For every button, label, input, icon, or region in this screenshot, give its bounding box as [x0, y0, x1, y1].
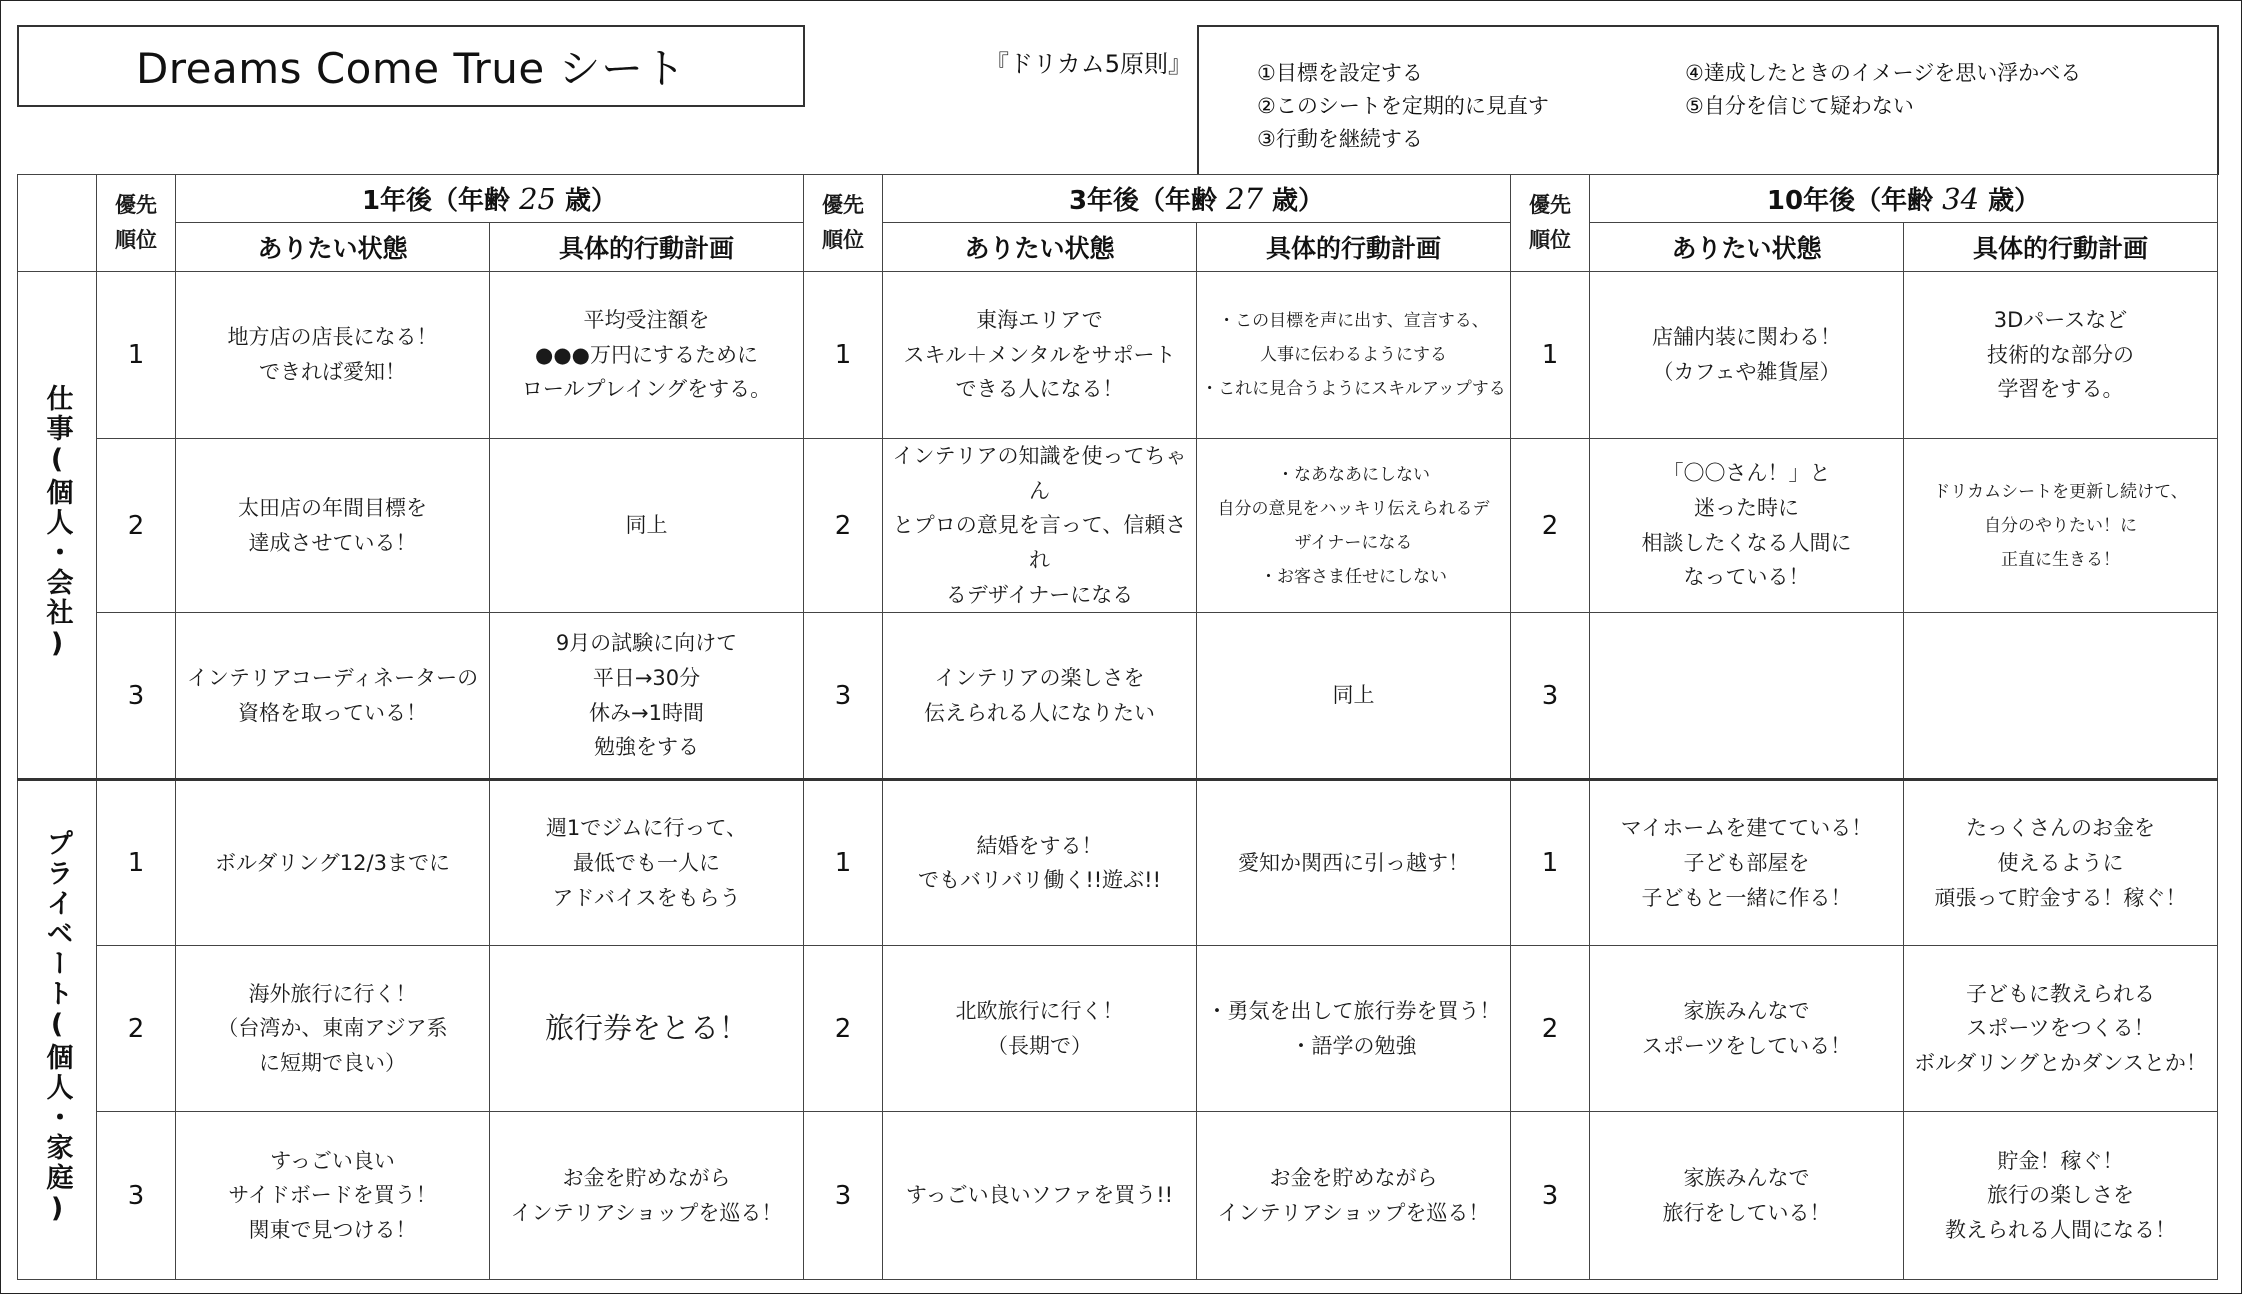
priority-cell: 3 — [804, 613, 883, 780]
y3-plan-cell: ・なあなあにしない 自分の意見をハッキリ伝えられるデ ザイナーになる ・お客さま任せにしない — [1197, 439, 1511, 613]
priority-cell: 1 — [1511, 780, 1590, 946]
y3-state-cell: すっごい良いソファを買う!! — [883, 1112, 1197, 1280]
priority-cell: 1 — [804, 272, 883, 439]
y10-plan-cell: たっくさんのお金を 使えるように 頑張って貯金する！稼ぐ！ — [1904, 780, 2218, 946]
priority-cell: 1 — [97, 272, 176, 439]
priority-header-1y: 優先 順位 — [97, 175, 176, 272]
table-row — [18, 1112, 2218, 1280]
period-header-3y: 3年後（年齢 27 歳） — [883, 175, 1511, 223]
header-row-sub — [18, 223, 2218, 272]
dream-sheet-table — [17, 174, 2218, 1280]
category-header-blank — [18, 175, 97, 272]
y3-plan-cell: ・この目標を声に出す、宣言する、 人事に伝わるようにする ・これに見合うようにスキルアップする — [1197, 272, 1511, 439]
principle-2: ②このシートを定期的に見直す — [1257, 94, 1549, 118]
priority-cell: 1 — [1511, 272, 1590, 439]
period-header-1y: 1年後（年齢 25 歳） — [176, 175, 804, 223]
priority-cell: 2 — [97, 439, 176, 613]
y3-plan-cell: ・勇気を出して旅行券を買う！ ・語学の勉強 — [1197, 946, 1511, 1112]
priority-cell: 2 — [1511, 439, 1590, 613]
category-private: プライベート(個人・家庭) — [18, 780, 97, 1280]
y10-state-cell: 店舗内装に関わる！ （カフェや雑貨屋） — [1590, 272, 1904, 439]
principle-5: ⑤自分を信じて疑わない — [1685, 94, 1914, 118]
y3-plan-cell: お金を貯めながら インテリアショップを巡る！ — [1197, 1112, 1511, 1280]
priority-cell: 2 — [97, 946, 176, 1112]
priority-cell: 3 — [1511, 613, 1590, 780]
principles-label: 『ドリカム5原則』 — [985, 50, 1193, 78]
y10-state-cell — [1590, 613, 1904, 780]
y3-state-cell: インテリアの知識を使ってちゃん とプロの意見を言って、信頼され るデザイナーになる — [883, 439, 1197, 613]
state-header-1y: ありたい状態 — [176, 223, 490, 272]
priority-cell: 1 — [804, 780, 883, 946]
y1-plan-cell: 同上 — [490, 439, 804, 613]
y3-state-cell: 東海エリアで スキル＋メンタルをサポート できる人になる！ — [883, 272, 1197, 439]
priority-header-3y: 優先 順位 — [804, 175, 883, 272]
table-row — [18, 613, 2218, 780]
priority-cell: 3 — [97, 613, 176, 780]
principle-3: ③行動を継続する — [1257, 127, 1423, 151]
table-row — [18, 272, 2218, 439]
y3-plan-cell: 同上 — [1197, 613, 1511, 780]
y3-state-cell: 結婚をする！ でもバリバリ働く!!遊ぶ!! — [883, 780, 1197, 946]
priority-cell: 3 — [804, 1112, 883, 1280]
principles-box — [1197, 25, 2219, 175]
priority-header-10y: 優先 順位 — [1511, 175, 1590, 272]
period-header-10y: 10年後（年齢 34 歳） — [1590, 175, 2218, 223]
priority-cell: 3 — [1511, 1112, 1590, 1280]
y1-plan-cell: 9月の試験に向けて 平日→30分 休み→1時間 勉強をする — [490, 613, 804, 780]
y1-state-cell: インテリアコーディネーターの 資格を取っている！ — [176, 613, 490, 780]
age-1y: 25 — [519, 182, 556, 216]
y1-state-cell: 地方店の店長になる！ できれば愛知！ — [176, 272, 490, 439]
y3-state-cell: インテリアの楽しさを 伝えられる人になりたい — [883, 613, 1197, 780]
y1-state-cell: 太田店の年間目標を 達成させている！ — [176, 439, 490, 613]
y10-state-cell: マイホームを建てている！ 子ども部屋を 子どもと一緒に作る！ — [1590, 780, 1904, 946]
y10-plan-cell: 3Dパースなど 技術的な部分の 学習をする。 — [1904, 272, 2218, 439]
table-row — [18, 780, 2218, 946]
priority-cell: 3 — [97, 1112, 176, 1280]
priority-cell: 2 — [1511, 946, 1590, 1112]
y1-state-cell: 海外旅行に行く！ （台湾か、東南アジア系 に短期で良い） — [176, 946, 490, 1112]
y10-plan-cell: 子どもに教えられる スポーツをつくる！ ボルダリングとかダンスとか！ — [1904, 946, 2218, 1112]
table-row — [18, 439, 2218, 613]
y1-plan-cell: 週1でジムに行って、 最低でも一人に アドバイスをもらう — [490, 780, 804, 946]
principle-4: ④達成したときのイメージを思い浮かべる — [1685, 61, 2082, 85]
priority-cell: 1 — [97, 780, 176, 946]
sheet-title: Dreams Come True シート — [17, 25, 805, 107]
y3-plan-cell: 愛知か関西に引っ越す！ — [1197, 780, 1511, 946]
y1-plan-cell: お金を貯めながら インテリアショップを巡る！ — [490, 1112, 804, 1280]
category-work: 仕事(個人・会社) — [18, 272, 97, 780]
y10-state-cell: 「〇〇さん！」と 迷った時に 相談したくなる人間に なっている！ — [1590, 439, 1904, 613]
state-header-10y: ありたい状態 — [1590, 223, 1904, 272]
plan-header-3y: 具体的行動計画 — [1197, 223, 1511, 272]
y1-state-cell: ボルダリング12/3までに — [176, 780, 490, 946]
y10-plan-cell: 貯金！稼ぐ！ 旅行の楽しさを 教えられる人間になる！ — [1904, 1112, 2218, 1280]
priority-cell: 2 — [804, 946, 883, 1112]
y10-plan-cell: ドリカムシートを更新し続けて、 自分のやりたい！に 正直に生きる！ — [1904, 439, 2218, 613]
header-row-periods — [18, 175, 2218, 223]
plan-header-10y: 具体的行動計画 — [1904, 223, 2218, 272]
y10-state-cell: 家族みんなで 旅行をしている！ — [1590, 1112, 1904, 1280]
y1-plan-cell: 旅行券をとる！ — [490, 946, 804, 1112]
age-10y: 34 — [1942, 182, 1980, 216]
y1-state-cell: すっごい良い サイドボードを買う！ 関東で見つける！ — [176, 1112, 490, 1280]
age-3y: 27 — [1226, 182, 1263, 216]
y3-state-cell: 北欧旅行に行く！ （長期で） — [883, 946, 1197, 1112]
principle-1: ①目標を設定する — [1257, 61, 1423, 85]
y10-state-cell: 家族みんなで スポーツをしている！ — [1590, 946, 1904, 1112]
y10-plan-cell — [1904, 613, 2218, 780]
y1-plan-cell: 平均受注額を ●●●万円にするために ロールプレイングをする。 — [490, 272, 804, 439]
table-row — [18, 946, 2218, 1112]
state-header-3y: ありたい状態 — [883, 223, 1197, 272]
priority-cell: 2 — [804, 439, 883, 613]
plan-header-1y: 具体的行動計画 — [490, 223, 804, 272]
